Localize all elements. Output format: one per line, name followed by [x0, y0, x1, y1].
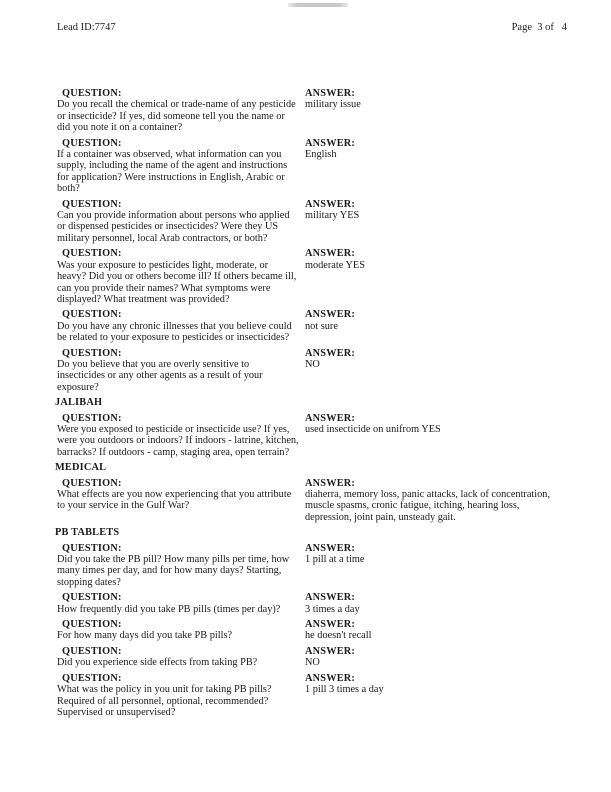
- section: [55, 462, 565, 523]
- question-text: What effects are you now experiencing that you attribute to your service in the Gulf War?: [57, 489, 292, 512]
- answer-label: ANSWER:: [305, 137, 356, 149]
- answer-label: ANSWER:: [305, 198, 356, 210]
- question-text: Do you believe that you are overly sensitive to insecticides or any other agents as a result of your exposure?: [57, 358, 263, 393]
- page-number: Page 3 of 4: [511, 22, 567, 33]
- question-label: QUESTION:: [62, 542, 122, 554]
- question-label: QUESTION:: [62, 477, 122, 489]
- answer-text: used insecticide on unifrom YES: [305, 423, 441, 435]
- question-label: QUESTION:: [62, 672, 122, 684]
- section: [55, 397, 565, 458]
- answer-label: ANSWER:: [305, 672, 356, 684]
- page-header: [57, 22, 567, 33]
- question-text: How frequently did you take PB pills (times per day)?: [57, 603, 281, 615]
- question-text: For how many days did you take PB pills?: [57, 630, 233, 642]
- answer-text: diaherra, memory loss, panic attacks, lack of concentration, muscle spasms, cronic fatigue, itching, hearing loss, depression, joint pain, unsteady gait.: [305, 489, 551, 523]
- answer-text: he doesn't recall: [305, 630, 372, 642]
- question-text: If a container was observed, what information can you supply, including the name of the agent and instructions for application? Were instructions in English, Arabic or both?: [57, 149, 288, 195]
- question-label: QUESTION:: [62, 619, 122, 631]
- question-text: Was your exposure to pesticides light, moderate, or heavy? Did you or others become ill? If others became ill, can you provide their names? What symptoms were displayed? What treatment was provided?: [57, 259, 297, 305]
- answer-label: ANSWER:: [305, 412, 356, 424]
- question-text: Did you experience side effects from taking PB?: [57, 657, 258, 669]
- answer-label: ANSWER:: [305, 542, 356, 554]
- answer-label: ANSWER:: [305, 619, 356, 631]
- answer-text: not sure: [305, 320, 338, 332]
- answer-label: ANSWER:: [305, 645, 356, 657]
- question-label: QUESTION:: [62, 592, 122, 604]
- answer-text: 1 pill at a time: [305, 554, 365, 566]
- answer-label: ANSWER:: [305, 309, 356, 321]
- question-label: QUESTION:: [62, 248, 122, 260]
- scan-artifact: [288, 3, 348, 7]
- answer-label: ANSWER:: [305, 88, 356, 99]
- answer-label: ANSWER:: [305, 347, 356, 359]
- question-label: QUESTION:: [62, 645, 122, 657]
- qa-block: [55, 348, 565, 394]
- section-heading: PB TABLETS: [55, 527, 120, 539]
- section: [55, 88, 565, 393]
- question-label: QUESTION:: [62, 412, 122, 424]
- question-label: QUESTION:: [62, 198, 122, 210]
- question-text: What was the policy in you unit for taking PB pills? Required of all personnel, optional, recommended? Supervised or unsupervised?: [57, 684, 272, 718]
- answer-label: ANSWER:: [305, 592, 356, 604]
- question-text: Did you take the PB pill? How many pills per time, how many times per day, and for how many days? Starting, stopping dates?: [57, 554, 290, 588]
- answer-text: moderate YES: [305, 259, 365, 271]
- qa-block: [55, 413, 565, 459]
- answer-text: military YES: [305, 210, 360, 222]
- qa-block: [55, 619, 565, 642]
- qa-block: [55, 138, 565, 195]
- qa-block: [55, 248, 565, 305]
- qa-block: [55, 199, 565, 245]
- answer-text: 3 times a day: [305, 603, 360, 615]
- question-text: Do you recall the chemical or trade-name of any pesticide or insecticide? If yes, did someone tell you the name or did you note it on a container?: [57, 99, 296, 134]
- answer-text: military issue: [305, 99, 361, 111]
- question-text: Can you provide information about persons who applied or dispensed pesticides or insecticides? Were they US military personnel, local Arab contractors, or both?: [57, 210, 290, 244]
- question-text: Were you exposed to pesticide or insecticide use? If yes, were you outdoors or indoors? If indoors - latrine, kitchen, barracks? If outdoors - camp, staging area, open terrain?: [57, 423, 299, 458]
- qa-content: [55, 84, 565, 718]
- answer-label: ANSWER:: [305, 477, 356, 489]
- answer-text: NO: [305, 657, 320, 669]
- question-label: QUESTION:: [62, 137, 122, 149]
- question-label: QUESTION:: [62, 88, 122, 99]
- qa-block: [55, 88, 565, 134]
- qa-block: [55, 478, 565, 524]
- question-label: QUESTION:: [62, 309, 122, 321]
- section-heading: MEDICAL: [55, 462, 107, 474]
- qa-block: [55, 592, 565, 615]
- qa-block: [55, 309, 565, 343]
- lead-id: Lead ID:7747: [57, 22, 116, 33]
- qa-block: [55, 646, 565, 669]
- answer-text: 1 pill 3 times a day: [305, 684, 384, 696]
- qa-block: [55, 673, 565, 719]
- answer-text: English: [305, 149, 337, 161]
- section: [55, 527, 565, 718]
- section-heading: JALIBAH: [55, 397, 103, 409]
- answer-label: ANSWER:: [305, 248, 356, 260]
- question-label: QUESTION:: [62, 347, 122, 359]
- qa-block: [55, 543, 565, 589]
- answer-text: NO: [305, 358, 320, 370]
- question-text: Do you have any chronic illnesses that you believe could be related to your exposure to pesticides or insecticides?: [57, 320, 292, 344]
